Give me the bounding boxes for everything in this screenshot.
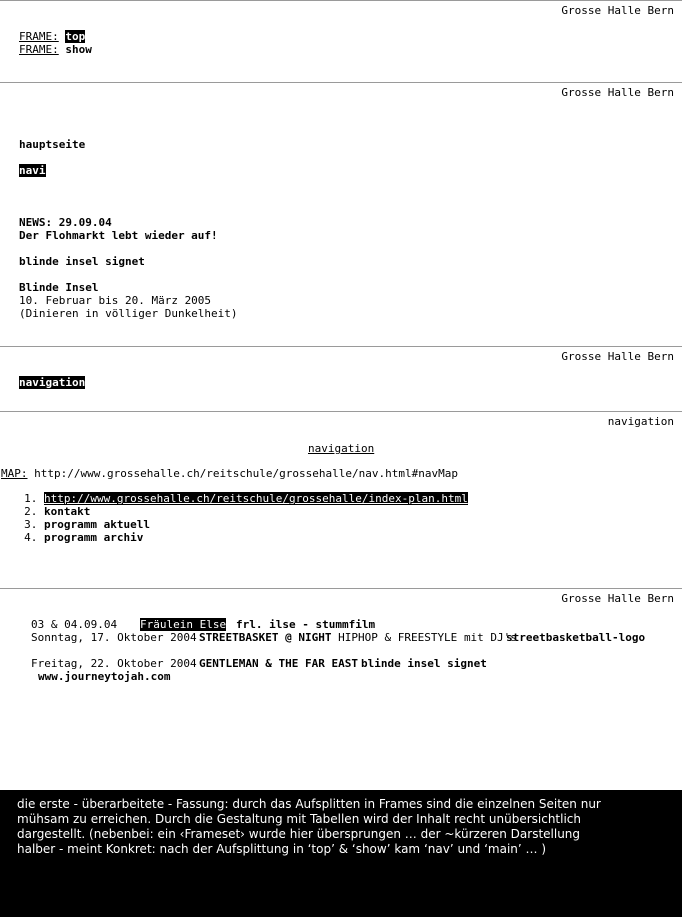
event-row-2-djs: mit DJ's	[463, 631, 517, 644]
event-title: Blinde Insel	[19, 281, 99, 294]
frame-divider-nav	[0, 346, 682, 347]
caption-panel	[0, 790, 682, 917]
streetbasketball-logo-alt[interactable]: streetbasketball-logo	[506, 631, 646, 644]
list-item[interactable]	[44, 518, 468, 531]
frame-value-show: show	[65, 43, 92, 56]
event-row-2-date: Sonntag, 17. Oktober 2004	[31, 631, 197, 644]
frame-label: FRAME:	[19, 30, 59, 43]
navigation-heading: navigation	[308, 442, 375, 455]
event-row-2-desc	[199, 631, 517, 644]
event-row-1-date: 03 & 04.09.04	[31, 618, 118, 631]
brand-label: Grosse Halle Bern	[561, 592, 674, 605]
navigation-list	[24, 492, 468, 544]
list-item[interactable]	[44, 505, 468, 518]
map-row	[1, 467, 458, 480]
event-row-3-date: Freitag, 22. Oktober 2004	[31, 657, 197, 670]
event-row-2-amp: &	[384, 631, 392, 644]
journeytojah-link[interactable]: www.journeytojah.com	[38, 670, 171, 683]
frame-value-top: top	[65, 30, 86, 43]
nav-link-programm-archiv[interactable]: programm archiv	[44, 531, 144, 544]
news-label: NEWS: 29.09.04	[19, 216, 112, 229]
event-row-2-name[interactable]: STREETBASKET @ NIGHT	[199, 631, 332, 644]
frame-link-show[interactable]	[19, 43, 92, 56]
event-row-2-genre: HIPHOP	[338, 631, 378, 644]
navigation-link[interactable]: navigation	[19, 376, 86, 389]
hauptseite-link[interactable]: hauptseite	[19, 138, 86, 151]
brand-label: Grosse Halle Bern	[561, 86, 674, 99]
frame-divider-show	[0, 82, 682, 83]
nav-link-index-plan[interactable]: http://www.grossehalle.ch/reitschule/grossehalle/index-plan.html	[44, 492, 468, 505]
list-item[interactable]	[44, 531, 468, 544]
brand-label: Grosse Halle Bern	[561, 4, 674, 17]
event-row-1-highlight[interactable]: Fräulein Else	[140, 618, 227, 631]
frame-link-top[interactable]	[19, 30, 85, 43]
event-description: (Dinieren in völliger Dunkelheit)	[19, 307, 238, 320]
event-row-2-style: FREESTYLE	[397, 631, 458, 644]
nav-link-programm-aktuell[interactable]: programm aktuell	[44, 518, 150, 531]
frame-divider-navmap	[0, 411, 682, 412]
news-text[interactable]: Der Flohmarkt lebt wieder auf!	[19, 229, 218, 242]
list-item[interactable]	[44, 492, 468, 505]
frame-label: FRAME:	[19, 43, 59, 56]
frame-divider-main	[0, 588, 682, 589]
navi-link[interactable]: navi	[19, 164, 46, 177]
signet-image-alt[interactable]: blinde insel signet	[19, 255, 145, 268]
brand-label: Grosse Halle Bern	[561, 350, 674, 363]
caption-text: die erste - überarbeitete - Fassung: durch das Aufsplitten in Frames sind die einzelnen Seiten nur mühsam zu erreichen. Durch die Gestaltung mit Tabellen wird der Inhalt recht unübersichtlich dargestellt. (nebenbei: ein ‹Frameset› wurde hier übersprungen … der ~kürzeren Darstellung halber - meint Konkret: nach der Aufsplittung in ‘top’ & ‘show’ kam ‘nav’ und ‘main’ … )	[17, 797, 601, 856]
map-label: MAP:	[1, 467, 28, 480]
frame-divider-top	[0, 0, 682, 1]
map-url: http://www.grossehalle.ch/reitschule/grossehalle/nav.html#navMap	[34, 467, 458, 480]
event-row-3-name[interactable]: GENTLEMAN & THE FAR EAST	[199, 657, 358, 670]
navigation-corner-label: navigation	[607, 415, 674, 428]
event-dates: 10. Februar bis 20. März 2005	[19, 294, 212, 307]
nav-link-kontakt[interactable]: kontakt	[44, 505, 91, 518]
event-row-1-title[interactable]: frl. ilse - stummfilm	[236, 618, 376, 631]
event-row-3-signet[interactable]: blinde insel signet	[361, 657, 487, 670]
